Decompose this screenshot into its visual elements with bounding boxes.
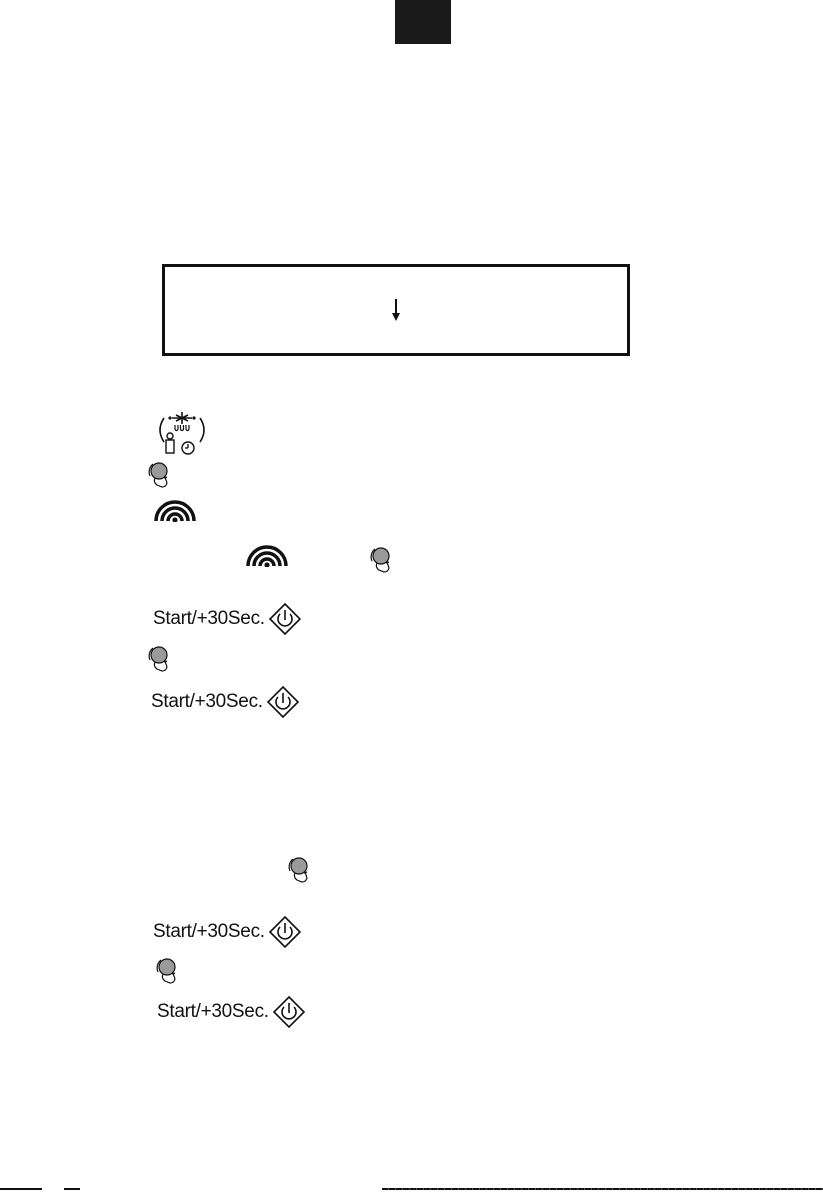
dial-knob-icon [368,545,394,579]
dial-knob-icon [154,956,180,988]
start-power-icon [268,915,302,949]
registration-mark [64,1188,80,1190]
start-30sec-button[interactable] [153,915,302,949]
info-box [162,264,630,356]
start-30sec-button[interactable] [153,602,302,636]
start-power-icon [266,685,300,719]
registration-bar [382,1188,823,1190]
microwave-power-icon [244,543,290,571]
dial-knob-icon [146,644,172,676]
start-30sec-label: Start/+30Sec. [157,1001,269,1022]
start-power-icon [268,602,302,636]
page-tab-marker [395,0,451,44]
start-30sec-label: Start/+30Sec. [153,608,265,629]
start-30sec-button[interactable] [151,685,300,719]
registration-mark [0,1188,42,1190]
dial-knob-icon [146,460,172,492]
down-arrow-head [392,313,400,321]
start-30sec-label: Start/+30Sec. [153,921,265,942]
microwave-power-icon [152,500,198,526]
defrost-program-icon [154,408,210,464]
start-30sec-label: Start/+30Sec. [151,691,263,712]
dial-knob-icon [286,855,312,889]
start-power-icon [272,995,306,1029]
start-30sec-button[interactable] [157,995,306,1029]
